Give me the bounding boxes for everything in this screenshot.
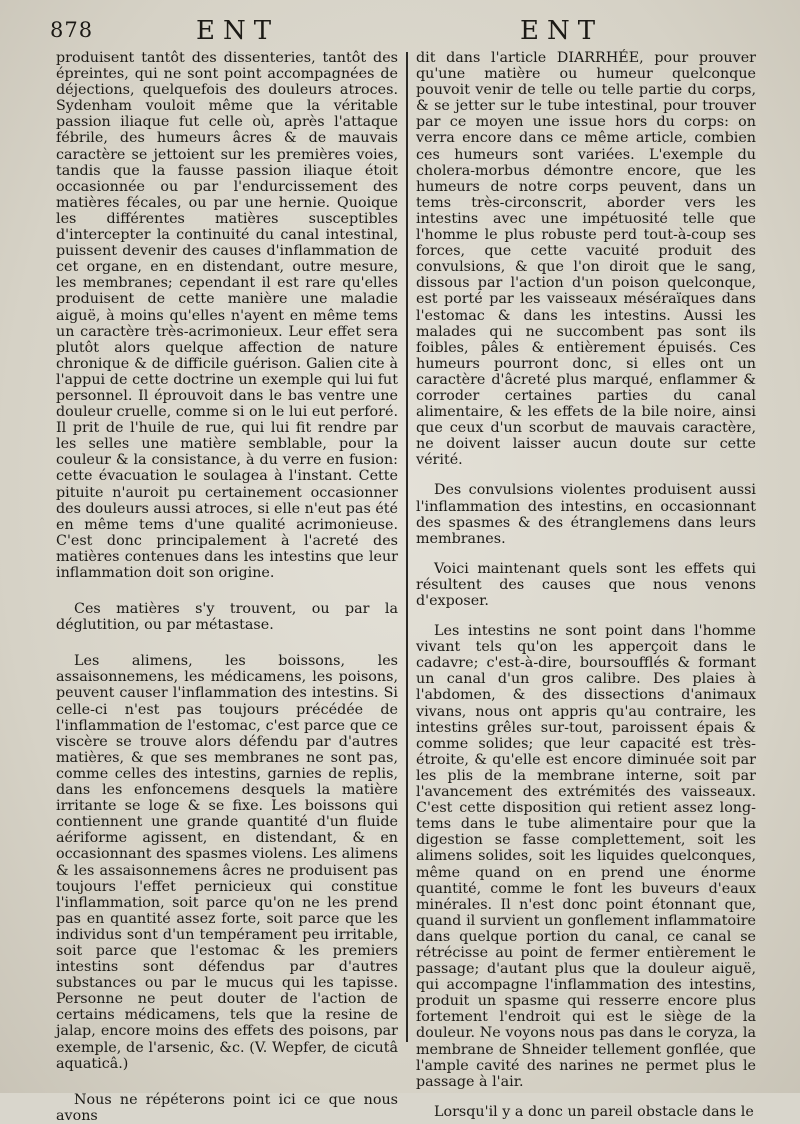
paragraph: produisent tantôt des dissenteries, tantôt des épreintes, qui ne sont point accompagnées de déjections, quelquefois des douleurs atroces. Sydenham vouloit même que la véritable passion iliaque fut celle où, après l'attaque fébrile, des humeurs âcres & de mauvais caractère se jettoient sur les premières voies, tandis que la fausse passion iliaque étoit occasionnée ou par l'endurcissement des matières fécales, ou par une hernie. Quoique les différentes matières susceptibles d'intercepter la continuité du canal intestinal, puissent devenir des causes d'inflammation de cet organe, en en distendant, outre mesure, les membranes; cependant il est rare qu'elles produisent de cette manière une maladie aiguë, à moins qu'elles n'ayent en même tems un caractère très-acrimonieux. Leur effet sera plutôt alors quelque affection de nature chronique & de difficile guérison. Galien cite à l'appui de cette doctrine un exemple qui lui fut personnel. Il éprouvoit dans le bas ventre une douleur cruelle, comme si on le lui eut perforé. Il prit de l'huile de rue, qui lui fit rendre par les selles une matière semblable, pour la couleur & la consistance, à du verre en fusion: cette évacuation le soulagea à l'instant. Cette pituite n'auroit pu certainement occasionner des douleurs aussi atroces, si elle n'eut pas été en même tems d'une qualité acrimonieuse. C'est donc principalement à l'acreté des matières contenues dans les intestins que leur inflammation doit son origine. — [56, 50, 398, 581]
page-header — [0, 10, 800, 50]
page-number: 878 — [50, 18, 94, 42]
paragraph: Ces matières s'y trouvent, ou par la déglutition, ou par métastase. — [56, 601, 398, 634]
right-column — [416, 50, 756, 1120]
running-head-left: ENT — [196, 16, 280, 46]
left-column — [56, 50, 398, 1124]
paragraph: Nous ne répéterons point ici ce que nous avons — [56, 1091, 398, 1124]
paragraph: Les intestins ne sont point dans l'homme vivant tels qu'on les apperçoit dans le cadavre; c'est-à-dire, boursoufflés & formant un canal d'un gros calibre. Des plaies à l'abdomen, & des dissections d'animaux vivans, nous ont appris qu'au contraire, les intestins grêles sur-tout, paroissent épais & comme solides; que leur capacité est très-étroite, & qu'elle est encore diminuée soit par les plis de la membrane interne, soit par l'avancement des extrémités des vaisseaux. C'est cette disposition qui retient assez long-tems dans le tube alimentaire pour que la digestion se fasse complettement, soit les alimens solides, soit les liquides quelconques, même quand on en prend une énorme quantité, comme le font les buveurs d'eaux minérales. Il n'est donc point étonnant que, quand il survient un gonflement inflammatoire dans quelque portion du canal, ce canal se rétrécisse au point de fermer entièrement le passage; d'autant plus que la douleur aiguë, qui accompagne l'inflammation des intestins, produit un spasme qui resserre encore plus fortement l'endroit qui est le siège de la douleur. Ne voyons nous pas dans le coryza, la membrane de Shneider tellement gonflée, que l'ample cavité des narines ne permet plus le passage à l'air. — [416, 623, 756, 1090]
paragraph: Les alimens, les boissons, les assaisonnemens, les médicamens, les poisons, peuvent causer l'inflammation des intestins. Si celle-ci n'est pas toujours précédée de l'inflammation de l'estomac, c'est parce que ce viscère se trouve alors défendu par d'autres matières, & que ses membranes ne sont pas, comme celles des intestins, garnies de replis, dans les enfoncemens desquels la matière irritante se loge & se fixe. Les boissons qui contiennent une grande quantité d'un fluide aériforme agissent, en distendant, & en occasionnant des spasmes violens. Les alimens & les assaisonnemens âcres ne produisent pas toujours l'effet pernicieux qui constitue l'inflammation, soit parce qu'on ne les prend pas en quantité assez forte, soit parce que les individus sont d'un tempérament peu irritable, soit parce que l'estomac & les premiers intestins sont défendus par d'autres substances ou par le mucus qui les tapisse. Personne ne peut douter de l'action de certains médicamens, tels que la resine de jalap, encore moins des effets des poisons, par exemple, de l'arsenic, &c. (V. Wepfer, de cicutâ aquaticâ.) — [56, 653, 398, 1072]
text-columns — [0, 50, 800, 1124]
paragraph: Des convulsions violentes produisent aussi l'inflammation des intestins, en occasionnant des spasmes & des étranglemens dans leurs membranes. — [416, 482, 756, 547]
paragraph: Voici maintenant quels sont les effets qui résultent des causes que nous venons d'exposer. — [416, 560, 756, 609]
running-head-right: ENT — [520, 16, 604, 46]
paragraph: Lorsqu'il y a donc un pareil obstacle dans le — [434, 1103, 754, 1120]
paragraph: dit dans l'article DIARRHÉE, pour prouver qu'une matière ou humeur quelconque pouvoit venir de telle ou telle partie du corps, & se jetter sur le tube intestinal, pour trouver par ce moyen une issue hors du corps: on verra encore dans ce même article, combien ces humeurs sont variées. L'exemple du cholera-morbus démontre encore, que les humeurs de notre corps peuvent, dans un tems très-circonscrit, aborder vers les intestins avec une impétuosité telle que l'homme le plus robuste perd tout-à-coup ses forces, que cette vacuité produit des convulsions, & que l'on diroit que le sang, dissous par l'action d'un poison quelconque, est porté par les vaisseaux méséraïques dans l'estomac & dans les intestins. Aussi les malades qui ne succombent pas sont ils foibles, pâles & entièrement épuisés. Ces humeurs pourront donc, si elles ont un caractère d'âcreté plus marqué, enflammer & corroder certaines parties du canal alimentaire, & les effets de la bile noire, ainsi que ceux d'un scorbut de mauvais caractère, ne doivent laisser aucun doute sur cette vérité. — [416, 50, 756, 469]
